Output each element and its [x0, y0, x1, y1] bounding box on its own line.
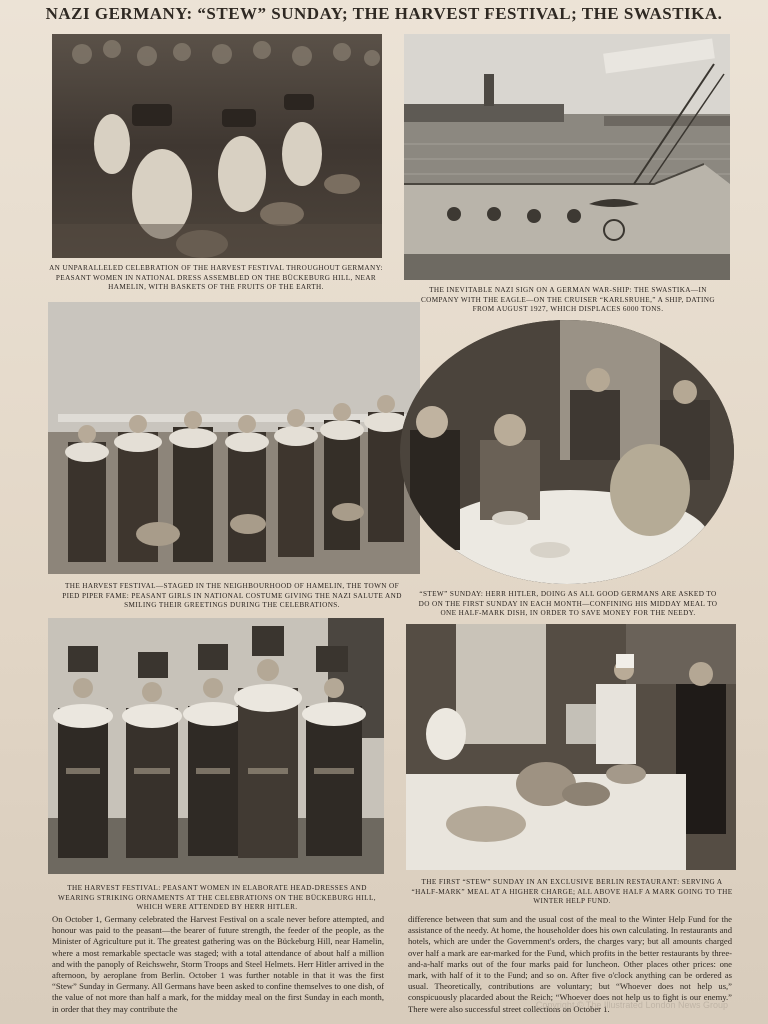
- copyright-watermark: Copyright © The Illustrated London News Group: [535, 1000, 728, 1010]
- berlin-restaurant-image: [406, 624, 736, 870]
- head-dresses-image: [48, 618, 384, 874]
- article-body-left: On October 1, Germany celebrated the Harvest Festival on a scale never before attempted, and honour was paid to the peasant—the bearer of future strength, the feeder of the people, as the Minister of Agriculture put it. The greatest gathering was on the Bückeburg Hill, near Hamelin, where a most remarkable spectacle was staged; with a total attendance of about half a million and with the panoply of Reichswehr, Storm Troops and Steel Helmets. Herr Hitler arrived in the afternoon, by aeroplane from Berlin. October 1 was further notable in that it was the first “Stew” Sunday in Germany. All Germans have been asked to confine themselves to one dish, of the value of not more than half a mark, for the midday meal on the first Sunday in each month, in order that they may contribute the: [52, 914, 384, 1014]
- photo-harvest-crowd: [52, 34, 382, 258]
- photo-stew-sunday-oval: [400, 320, 734, 584]
- photo-head-dresses: [48, 618, 384, 874]
- photo-warship: [404, 34, 730, 280]
- harvest-crowd-image: [52, 34, 382, 258]
- stew-sunday-oval-image: [400, 320, 734, 584]
- caption-harvest-crowd: AN UNPARALLELED CELEBRATION OF THE HARVEST FESTIVAL THROUGHOUT GERMANY: PEASANT WOMEN IN NATIONAL DRESS ASSEMBLED ON THE BÜCKEBURG HILL, NEAR HAMELIN, WITH BASKETS OF THE FRUITS OF THE EARTH.: [49, 264, 383, 292]
- caption-berlin-restaurant: THE FIRST “STEW” SUNDAY IN AN EXCLUSIVE BERLIN RESTAURANT: SERVING A “HALF-MARK” MEAL AT A HIGHER CHARGE; ALL ABOVE HALF A MARK GOING TO THE WINTER HELP FUND.: [411, 878, 733, 906]
- caption-peasant-girls-salute: THE HARVEST FESTIVAL—STAGED IN THE NEIGHBOURHOOD OF HAMELIN, THE TOWN OF PIED PIPER FAME: PEASANT GIRLS IN NATIONAL COSTUME GIVING THE NAZI SALUTE AND SMILING THEIR GREETINGS DURING THE CELEBRATIONS.: [62, 582, 402, 610]
- caption-warship: THE INEVITABLE NAZI SIGN ON A GERMAN WAR-SHIP: THE SWASTIKA—IN COMPANY WITH THE EAGLE—ON THE CRUISER “KARLSRUHE,” A SHIP, DATING FROM AUGUST 1927, WHICH DISPLACES 6000 TONS.: [420, 286, 715, 314]
- warship-image: [404, 34, 730, 280]
- article-body-right: difference between that sum and the usual cost of the meal to the Winter Help Fund for the assistance of the needy. At home, the householder does his own calculating. In restaurants and hotels, which are under the Government's orders, the charges vary; but all amounts charged over half a mark are ear-marked for the Fund, which profits in the better restaurants by three-and-a-half marks out of the four marks paid for luncheon. Other places other prices: one mark, with half of it to the Fund; and so on. After five o'clock anything can be ordered as usual. Theoretically, contributions are voluntary; but “Whoever does not help us,” conspicuously placarded about the Reich; “Whoever does not help us to fight is our enemy.” There were also successful street collections on October 1.: [408, 914, 732, 1014]
- page-headline: NAZI GERMANY: “STEW” SUNDAY; THE HARVEST FESTIVAL; THE SWASTIKA.: [45, 4, 723, 23]
- photo-peasant-girls-salute: [48, 302, 420, 574]
- photo-berlin-restaurant: [406, 624, 736, 870]
- peasant-girls-image: [48, 302, 420, 574]
- caption-stew-sunday-oval: “STEW” SUNDAY: HERR HITLER, DOING AS ALL GOOD GERMANS ARE ASKED TO DO ON THE FIRST SUNDAY IN EACH MONTH—CONFINING HIS MIDDAY MEAL TO ONE HALF-MARK DISH, IN ORDER TO SAVE MONEY FOR THE NEEDY.: [418, 590, 718, 618]
- caption-head-dresses: THE HARVEST FESTIVAL: PEASANT WOMEN IN ELABORATE HEAD-DRESSES AND WEARING STRIKING ORNAMENTS AT THE CELEBRATIONS ON THE BÜCKEBURG HILL, WHICH WERE ATTENDED BY HERR HITLER.: [58, 884, 376, 912]
